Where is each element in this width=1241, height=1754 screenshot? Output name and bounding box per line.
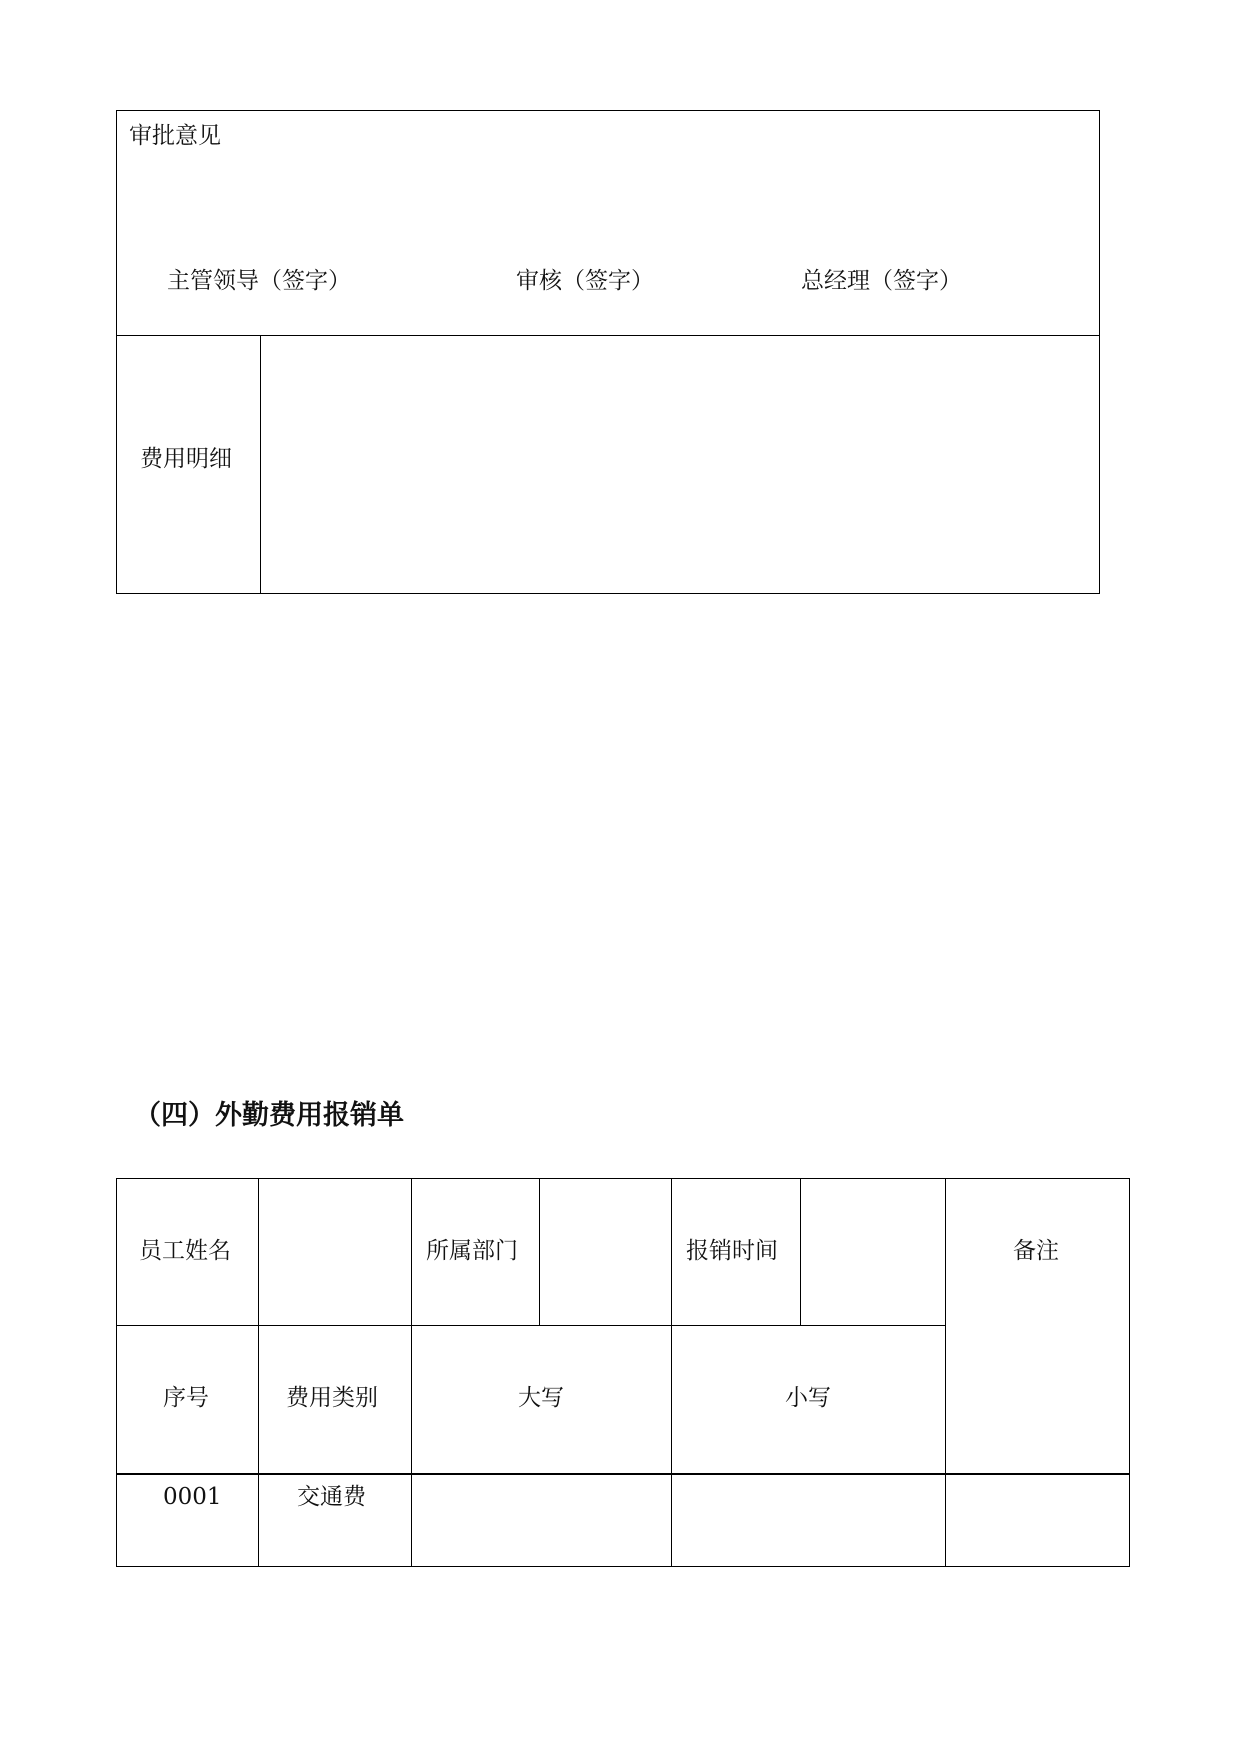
column-divider	[945, 1178, 946, 1567]
expense-detail-label: 费用明细	[140, 446, 232, 472]
column-divider	[411, 1178, 412, 1567]
column-divider	[800, 1178, 801, 1325]
category-header: 费用类别	[286, 1385, 378, 1411]
row-divider	[116, 1325, 946, 1326]
column-divider	[539, 1178, 540, 1325]
row-serial-no: 0001	[163, 1484, 222, 1510]
column-divider	[258, 1178, 259, 1567]
reimburse-time-field[interactable]	[802, 1180, 944, 1324]
approval-divider	[116, 335, 1100, 336]
reviewer-signature-label: 审核（签字）	[516, 268, 654, 294]
detail-divider	[260, 335, 261, 594]
serial-no-header: 序号	[163, 1385, 209, 1411]
amount-lower-header: 小写	[785, 1385, 831, 1411]
row-category: 交通费	[297, 1484, 366, 1510]
approval-opinion-label: 审批意见	[129, 123, 221, 149]
employee-name-header: 员工姓名	[139, 1238, 231, 1264]
supervisor-signature-label: 主管领导（签字）	[167, 268, 351, 294]
row-amount-lower-field[interactable]	[673, 1476, 944, 1566]
department-field[interactable]	[541, 1180, 670, 1324]
section-title: （四）外勤费用报销单	[134, 1100, 404, 1131]
row-divider	[116, 1473, 1130, 1475]
row-remark-field[interactable]	[947, 1476, 1129, 1566]
row-amount-upper-field[interactable]	[413, 1476, 670, 1566]
department-header: 所属部门	[426, 1238, 518, 1264]
remark-header: 备注	[1013, 1238, 1059, 1264]
amount-upper-header: 大写	[518, 1385, 564, 1411]
expense-detail-field[interactable]	[262, 337, 1098, 592]
column-divider	[671, 1178, 672, 1567]
general-manager-signature-label: 总经理（签字）	[801, 268, 962, 294]
reimburse-time-header: 报销时间	[686, 1238, 778, 1264]
employee-name-field[interactable]	[260, 1180, 410, 1324]
